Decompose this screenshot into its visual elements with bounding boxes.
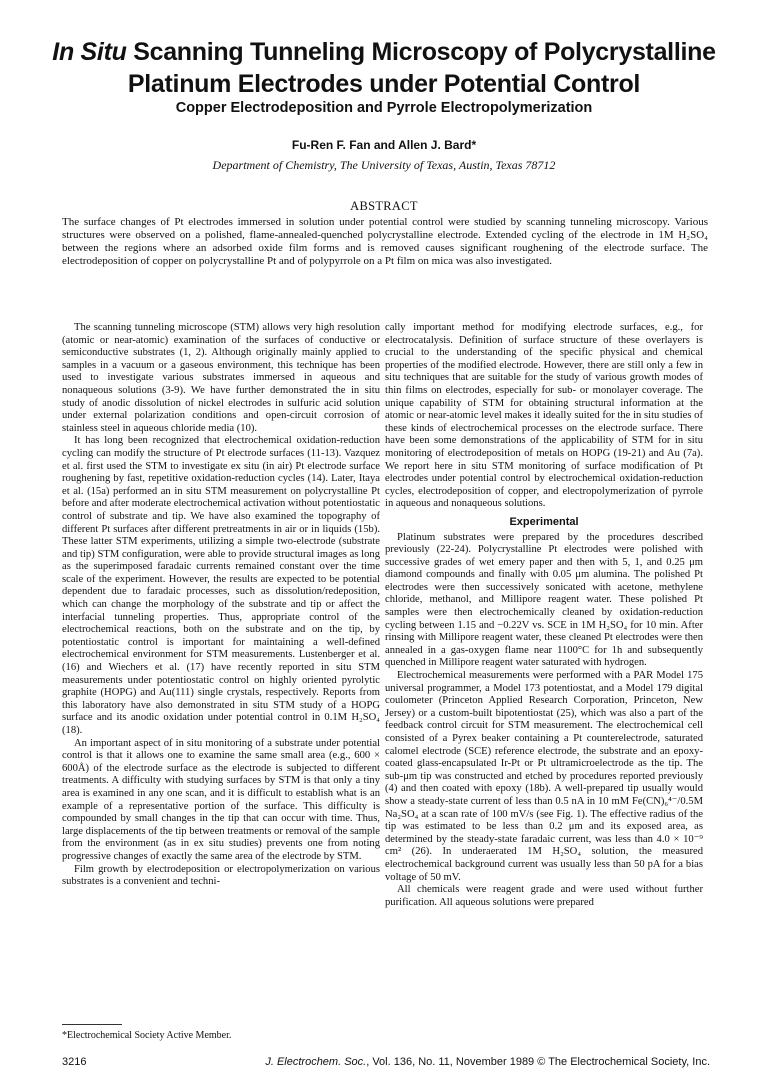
- experimental-heading: Experimental: [509, 515, 579, 528]
- left-paragraph: The scanning tunneling microscope (STM) allows very high resolution (atomic or near-atomic) examination of the surfaces of conductive or semiconductive substrates (1, 2). Although originally mainly applied to samples in a vacuum or a gaseous environment, this technique has been used to investigate various substrates immersed in aqueous and nonaqueous solutions (3-9). We have further demonstrated the in situ study of anodic dissolution of nickel electrodes in sulfuric acid solution under external polarization conditions and open-circuit corrosion of stainless steel in aqueous chloride media (10).: [62, 322, 380, 434]
- title-line1: Scanning Tunneling Microscopy of Polycrystalline: [126, 38, 716, 66]
- experimental-paragraph: All chemicals were reagent grade and were used without further purification. All aqueous solutions were prepared: [385, 884, 703, 908]
- title-line2: Platinum Electrodes under Potential Control: [127, 70, 641, 98]
- affiliation: Department of Chemistry, The University of Texas, Austin, Texas 78712: [212, 158, 556, 172]
- left-paragraph: Film growth by electrodeposition or electropolymerization on various substrates is a convenient and techni-: [62, 863, 380, 888]
- abstract-text: The surface changes of Pt electrodes immersed in solution under potential control were studied by scanning tunneling microscopy. Various structures were observed on a polished, flame-annealed-quenched polycrystalline electrode. Extended cycling of the electrode in 1M H₂SO₄ between the regions where an adsorbed oxide film forms and is removed causes significant roughening of the electrode surface. The electrodeposition of copper on polycrystalline Pt and of polypyrrole on a Pt film on mica was also investigated.: [62, 216, 708, 267]
- title-italic: In Situ: [52, 38, 127, 66]
- article-subtitle: Copper Electrodeposition and Pyrrole Electropolymerization: [175, 100, 593, 116]
- footnote-divider: [62, 1024, 122, 1025]
- journal-name: J. Electrochem. Soc.: [265, 1056, 367, 1068]
- right-paragraph: cally important method for modifying electrode surfaces, e.g., for electrocatalysis. Definition of surface structure of these overlayers is crucial to the understanding of the specific physical and chemical properties of the modified electrode. However, there are still only a few in situ techniques that are suitable for the study of various growth modes of thin films on electrodes, especially for sub- or monolayer coverage. The unique capability of STM for obtaining structural information at the atomic or near-atomic level makes it ideally suited for the in situ studies of these kinds of electrochemical processes on the electrode surface. There have been some demonstrations of the applicability of STM for in situ monitoring of electrodeposition of metals on HOPG (19-21) and Au (7a). We report here in situ STM monitoring of surface modification of Pt electrodes under potential control by electrochemical oxidation-reduction cycles, electrodeposition of copper, and electropolymerization of pyrrole in aqueous and nonaqueous solutions.: [385, 322, 703, 510]
- right-column: [385, 322, 703, 909]
- left-paragraph: It has long been recognized that electrochemical oxidation-reduction cycling can modify the structure of Pt electrode surfaces (11-13). Vazquez et al. first used the STM to investigate ex situ (in air) Pt electrode surface roughening by fast, repetitive oxidation-reduction cycles (14). Later, Itaya et al. (15a) performed an in situ STM measurement on polycrystalline Pt before and after moderate electrochemical activation without potentiostatic control of substrate and tip. We have also examined the topography of different Pt surfaces after different pretreatments in air or in liquids (15b). These latter STM experiments, utilizing a simple two-electrode (substrate and tip) STM configuration, were able to provide structural images as long as the superimposed faradaic currents remained constant over the time scale of the experiment. However, the results are expected to be potential dependent due to faradaic processes, such as dissolution/redeposition, which can change the morphology of the substrate and tip or affect the interfacial tunneling properties. Thus, appropriate control of the electrochemical reactions, both on the substrate and on the tip, by potentiostatic control is important for maintaining a well-defined electrochemical environment for STM measurements. Lustenberger et al. (16) and Wiechers et al. (17) have recently reported in situ STM measurements under potentiostatic control on highly oriented pyrolytic graphite (HOPG) and Au(111) single crystals, respectively. Reports from this laboratory have also demonstrated in situ STM study of a HOPG surface and its anodic oxidation under potential control in 0.1M H₂SO₄ (18).: [62, 435, 380, 736]
- article-title: [30, 36, 738, 100]
- footnote: *Electrochemical Society Active Member.: [62, 1030, 232, 1041]
- abstract-heading: ABSTRACT: [350, 199, 418, 213]
- experimental-paragraph: Platinum substrates were prepared by the procedures described previously (22-24). Polycrystalline Pt electrodes were polished with successive grades of wet emery paper and then with 5, 1, and 0.25 μm diamond compounds and finally with 0.05 μm alumina. The polished Pt electrodes were then successively sonicated with acetone, methylene chloride, methanol, and Millipore reagent water. These polished Pt samples were then electrochemically cleaned by oxidation-reduction cycling between 1.15 and −0.22V vs. SCE in 1M H₂SO₄ for 10 min. After rinsing with Millipore reagent water, these cleaned Pt electrodes were then annealed in a gas-oxygen flame near 1100°C for 1h and subsequently quenched in Millipore reagent water saturated with hydrogen.: [385, 531, 703, 669]
- page-number: 3216: [62, 1056, 87, 1068]
- journal-citation: [240, 1056, 710, 1068]
- authors: Fu-Ren F. Fan and Allen J. Bard*: [291, 138, 477, 152]
- left-column: [62, 322, 380, 889]
- journal-details: , Vol. 136, No. 11, November 1989 © The Electrochemical Society, Inc.: [366, 1056, 710, 1068]
- experimental-paragraph: Electrochemical measurements were performed with a PAR Model 175 universal programmer, a Model 173 potentiostat, and a Model 179 digital coulometer (Princeton Applied Research Corporation, Princeton, New Jersey) or a custom-built bipotentiostat (25), which was also a part of the feedback control circuit for STM measurement. The electrochemical cell consisted of a Pyrex beaker containing a Pt counterelectrode, saturated calomel electrode (SCE) reference electrode, the substrate and an epoxy-coated glass-encapsulated Ir-Pt or Pt ultramicroelectrode as the tip. The sub-μm tip was constructed and etched by procedures reported previously (4) and then coated with epoxy (18b). A well-prepared tip usually would show a steady-state current of less than 0.5 nA in 10 mM Fe(CN)₆⁴⁻/0.5M Na₂SO₄ at a scan rate of 100 mV/s (see Fig. 1). The effective radius of the tip was estimated to be less than 0.2 μm and its exposed area, as determined by the steady-state faradaic current, was less than 4.0 × 10⁻⁹ cm² (26). In underaerated 1M H₂SO₄ solution, the measured electrochemical background current was usually less than 50 pA for a bias voltage of 50 mV.: [385, 670, 703, 883]
- left-paragraph: An important aspect of in situ monitoring of a substrate under potential control is that it allows one to examine the same small area (e.g., 600 × 600Å) of the electrode surface as the electrode is subjected to different treatments. A difficulty with studying surfaces by STM is that only a tiny area is examined in any one scan, and it is difficult to establish what is an example of a representative portion of the surface. This difficulty is compounded by small changes in the tip that can occur with time. Thus, large displacements of the tip between treatments or removal of the sample from the environment (as in ex situ studies) prevents one from noting progressive changes of exactly the same area of the electrode by STM.: [62, 737, 380, 862]
